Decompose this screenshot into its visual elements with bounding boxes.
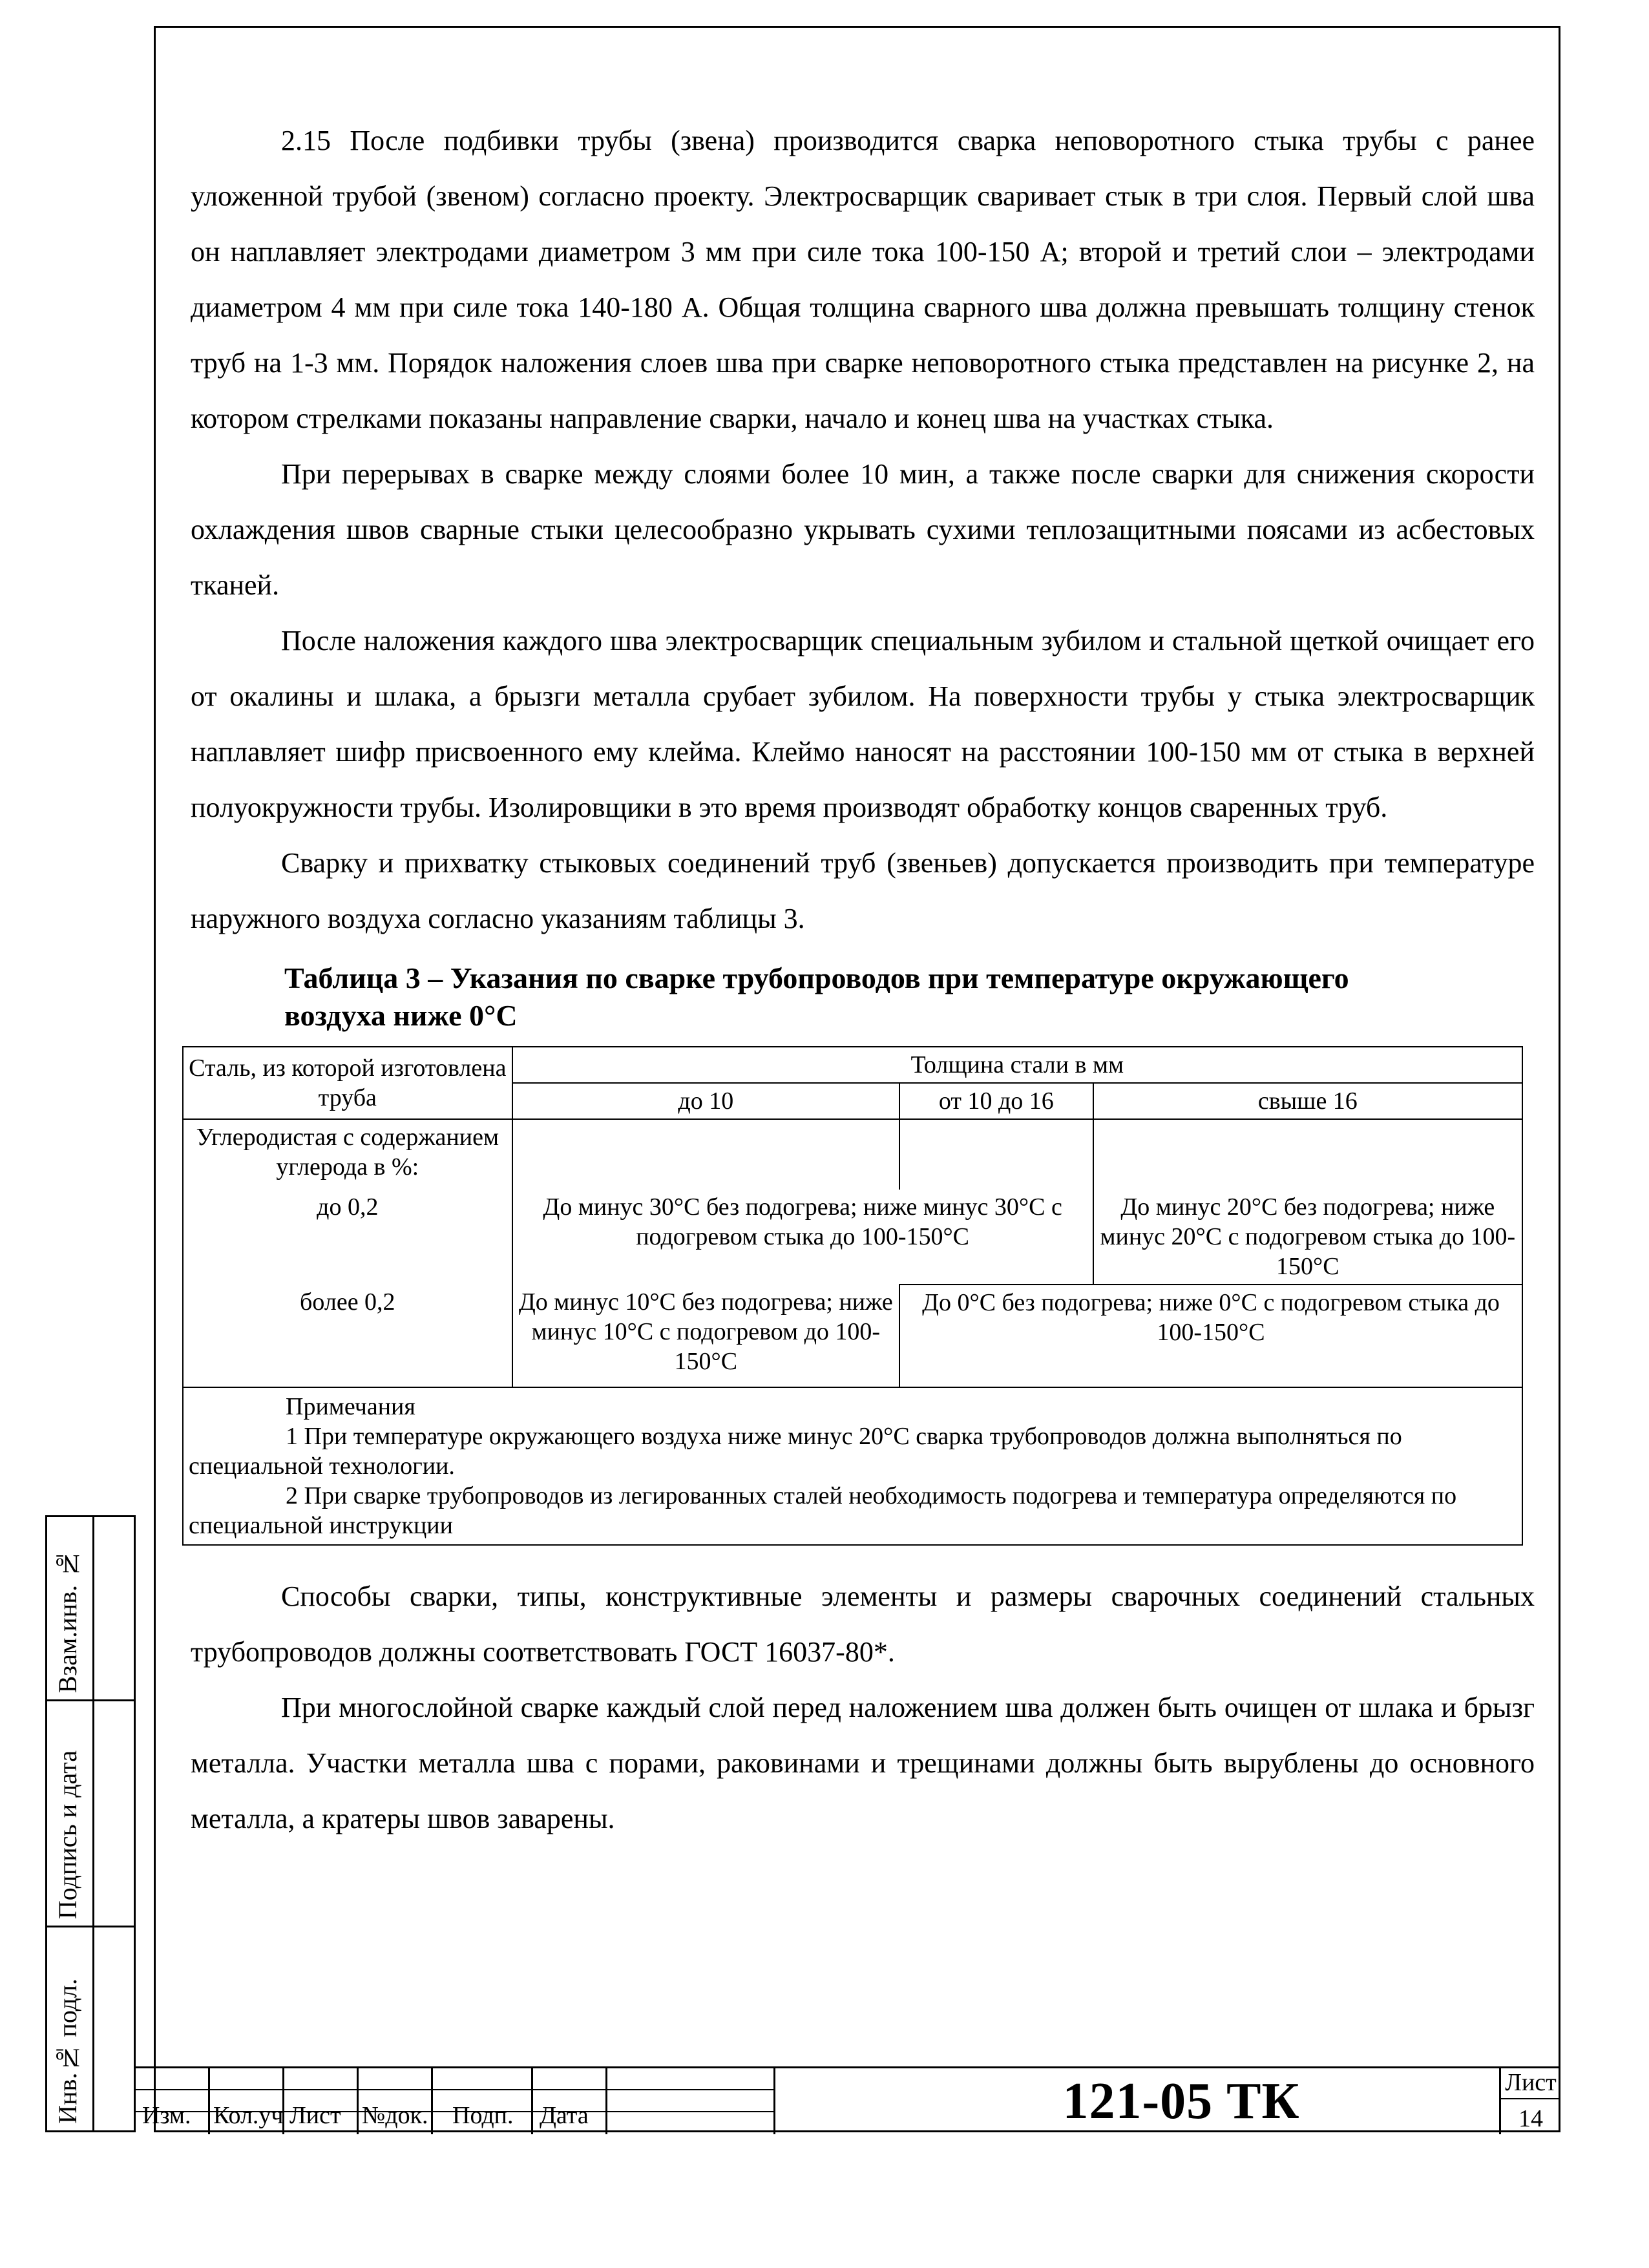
row-1-label: до 0,2: [183, 1190, 512, 1285]
paragraph: При перерывах в сварке между слоями более 10 мин, а также после сварки для снижения скорости охлаждения швов сварные стыки целесообразно укрывать сухими теплозащитными поясами из асбестовых тканей.: [191, 458, 1535, 601]
paragraph: 2.15 После подбивки трубы (звена) производится сварка неповоротного стыка трубы с ранее уложенной трубой (звеном) согласно проекту. Электросварщик сваривает стык в три слоя. Первый слой шва он наплавляет электродами диаметром 3 мм при силе тока 100-150 А; второй и третий слои – электродами диаметром 4 мм при силе тока 140-180 А. Общая толщина сварного шва должна превышать толщину стенок труб на 1-3 мм. Порядок наложения слоев шва при сварке неповоротного стыка представлен на рисунке 2, на котором стрелками показаны направление сварки, начало и конец шва на участках стыка.: [191, 125, 1535, 434]
header-col-3: свыше 16: [1093, 1083, 1522, 1119]
empty-cell: [1093, 1119, 1522, 1190]
header-col-1: до 10: [512, 1083, 899, 1119]
row-1-value-a: До минус 30°С без подогрева; ниже минус 30°С с подогревом стыка до 100-150°С: [512, 1190, 1093, 1285]
tb-label-kol: Кол.уч: [213, 2102, 284, 2129]
tb-label-list: Лист: [289, 2102, 341, 2129]
side-label-inv: Инв.№ подл.: [53, 1979, 82, 2124]
row-2-value-b: До 0°С без подогрева; ниже 0°С с подогревом стыка до 100-150°С: [899, 1285, 1522, 1387]
tb-col: [607, 2068, 775, 2134]
row-2-value-a: До минус 10°С без подогрева; ниже минус 10°С с подогревом до 100-150°С: [512, 1285, 899, 1387]
tb-row-line: [136, 2089, 775, 2090]
tb-label-data: Дата: [540, 2102, 589, 2129]
paragraph: Способы сварки, типы, конструктивные элементы и размеры сварочных соединений стальных трубопроводов должны соответствовать ГОСТ 16037-80*.: [191, 1580, 1535, 1668]
notes-title: Примечания: [286, 1393, 415, 1420]
row-1-value-b: До минус 20°С без подогрева; ниже минус 20°С с подогревом стыка до 100-150°С: [1093, 1190, 1522, 1285]
side-cell-vzam: [47, 1517, 134, 1701]
sheet-label: Лист: [1501, 2068, 1560, 2099]
document-code: 121-05 ТК: [1062, 2072, 1300, 2130]
table-title: Таблица 3 – Указания по сварке трубопроводов при температуре окружающего воздуха ниже 0°С: [284, 961, 1349, 1032]
row-2-label: более 0,2: [183, 1285, 512, 1387]
after-table: [191, 1569, 1535, 1847]
header-steel: Сталь, из которой изготовлена труба: [183, 1047, 512, 1119]
tb-label-ndok: №док.: [362, 2102, 428, 2129]
tb-label-izm: Изм.: [142, 2102, 191, 2129]
table-notes: [183, 1387, 1522, 1545]
side-cell-podpis: [47, 1701, 134, 1927]
side-stamp: [45, 1515, 136, 2132]
note-2: 2 При сварке трубопроводов из легированных сталей необходимость подогрева и температура определяются по специальной инструкции: [189, 1482, 1457, 1539]
side-label-vzam: Взам.инв. №: [53, 1549, 82, 1693]
side-label-podpis: Подпись и дата: [53, 1750, 82, 1919]
side-cell-inv: [47, 1927, 134, 2130]
title-block: [136, 2066, 1560, 2132]
empty-cell: [512, 1119, 899, 1190]
paragraph: При многослойной сварке каждый слой перед наложением шва должен быть очищен от шлака и брызг металла. Участки металла шва с порами, раковинами и трещинами должны быть вырублены до основного металла, а кратеры швов заварены.: [191, 1692, 1535, 1834]
tb-label-podp: Подп.: [452, 2102, 514, 2129]
sheet-box: [1499, 2068, 1560, 2134]
header-thickness: Толщина стали в мм: [512, 1047, 1522, 1083]
row-group-label: Углеродистая с содержанием углерода в %:: [183, 1119, 512, 1190]
document-body: [191, 113, 1535, 1847]
paragraph: После наложения каждого шва электросварщик специальным зубилом и стальной щеткой очищает его от окалины и шлака, а брызги металла срубает зубилом. На поверхности трубы у стыка электросварщик наплавляет шифр присвоенного ему клейма. Клеймо наносят на расстоянии 100-150 мм от стыка в верхней полуокружности трубы. Изолировщики в это время производят обработку концов сваренных труб.: [191, 625, 1535, 823]
empty-cell: [899, 1119, 1093, 1190]
sheet-number: 14: [1518, 2105, 1543, 2132]
header-col-2: от 10 до 16: [899, 1083, 1093, 1119]
note-1: 1 При температуре окружающего воздуха ниже минус 20°С сварка трубопроводов должна выполняться по специальной технологии.: [189, 1423, 1402, 1480]
paragraph: Сварку и прихватку стыковых соединений труб (звеньев) допускается производить при температуре наружного воздуха согласно указаниям таблицы 3.: [191, 847, 1535, 934]
welding-table: [182, 1046, 1523, 1546]
